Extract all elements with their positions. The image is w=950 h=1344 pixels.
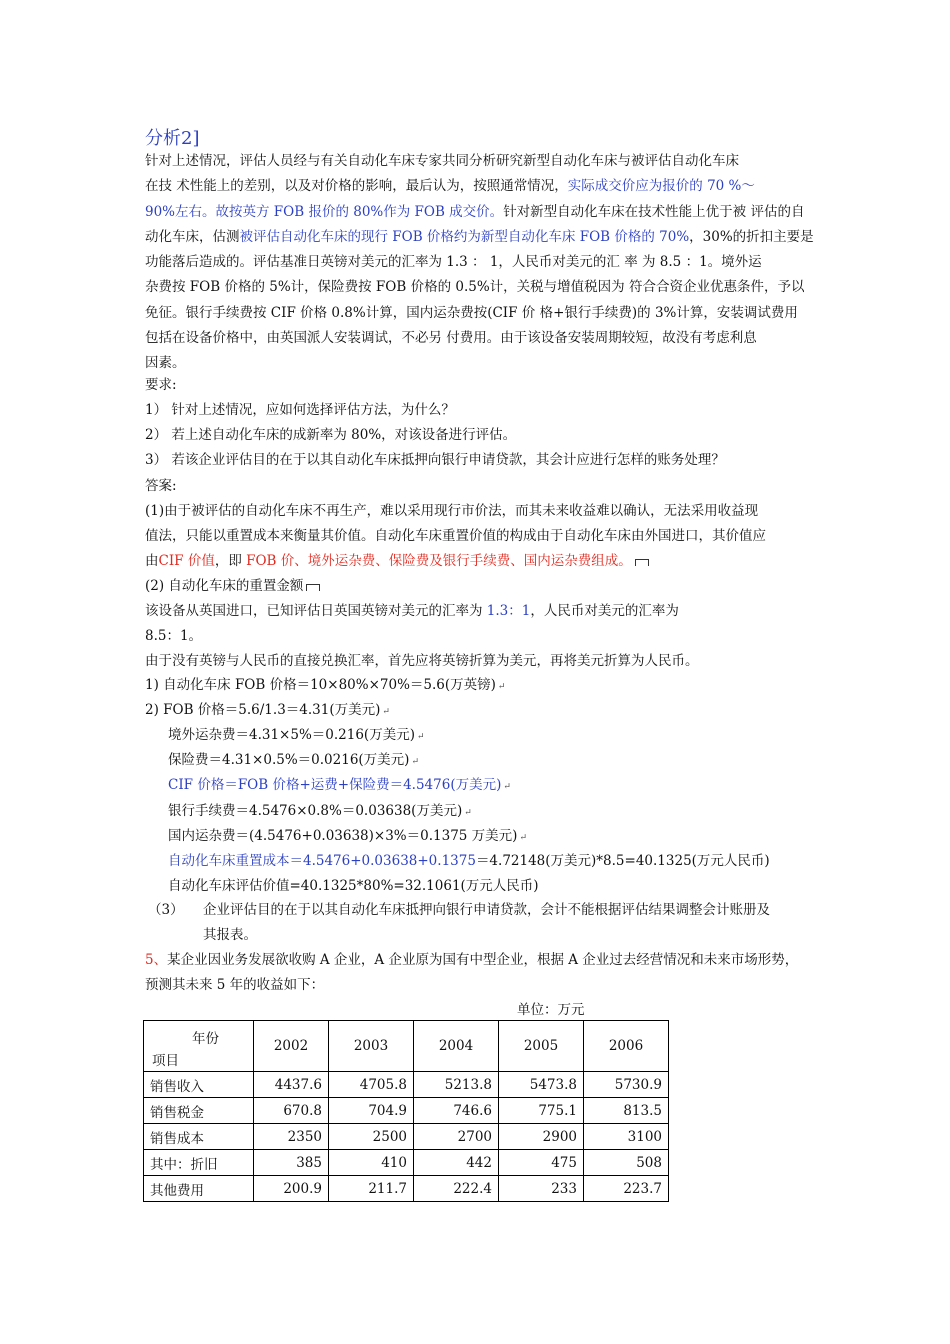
text-run: 境外运杂费＝4.31×5%＝0.216(万美元) [168, 727, 415, 744]
value-cell: 222.4 [414, 1176, 499, 1202]
value-cell: 442 [414, 1150, 499, 1176]
value-cell: 5730.9 [584, 1072, 669, 1098]
text-run: 被评估自动化车床的现行 FOB 价格约为新型自动化车床 FOB 价格的 70% [239, 228, 690, 245]
calc-line [168, 750, 419, 772]
text-run: CIF 价值 [158, 553, 215, 569]
text-run: 国内运杂费＝(4.5476+0.03638)×3%＝0.1375 万美元) [168, 827, 518, 844]
row-label: 其他费用 [144, 1176, 254, 1202]
section-heading: 分析2] [145, 128, 200, 149]
value-cell: 385 [254, 1150, 329, 1176]
paragraph-line [145, 252, 762, 272]
value-cell: 233 [499, 1176, 584, 1202]
value-cell: 4437.6 [254, 1072, 329, 1098]
text-run: ，30%的折扣主要是 [689, 228, 814, 245]
text-run: 5、 [145, 952, 168, 968]
value-cell: 2350 [254, 1124, 329, 1150]
requirement-item: 2） 若上述自动化车床的成新率为 80%，对该设备进行评估。 [145, 427, 517, 443]
text-run: 2) FOB 价格＝5.6/1.3＝4.31(万美元) [145, 702, 381, 719]
text-run: FOB 价、境外运杂费、保险费及银行手续费、国内运杂费组成。 [246, 553, 632, 569]
requirement-item: 3） 若该企业评估目的在于以其自动化车床抵押向银行申请贷款，其会计应进行怎样的账务处理？ [145, 452, 725, 468]
paragraph-line [145, 277, 804, 297]
return-mark-icon: ↵ [464, 807, 472, 818]
paragraph-line [145, 651, 699, 671]
text-run: 针对新型自动化车床在技术性能上优于被 评估的自 [503, 203, 805, 220]
unit-label: 单位：万元 [517, 1002, 585, 1018]
text-run: 该设备从英国进口，已知评估日英国英镑对美元的汇率为 [145, 603, 487, 619]
value-cell: 200.9 [254, 1176, 329, 1202]
year-header: 2004 [414, 1021, 499, 1072]
year-header: 2005 [499, 1021, 584, 1072]
table-header-row [144, 1021, 669, 1072]
paragraph-line [145, 950, 798, 970]
text-run: ，即 [214, 553, 247, 569]
calc-line [168, 851, 770, 871]
table-corner-cell [144, 1021, 254, 1072]
calc-line [145, 700, 390, 722]
value-cell: 5473.8 [499, 1072, 584, 1098]
year-header: 2006 [584, 1021, 669, 1072]
value-cell: 670.8 [254, 1098, 329, 1124]
row-label: 其中：折旧 [144, 1150, 254, 1176]
earnings-table [143, 1020, 669, 1202]
return-mark-icon: ↵ [503, 782, 511, 793]
text-run: 值法，只能以重置成本来衡量其价值。自动化车床重置价值的构成由于自动化车床由外国进口，其价值应 [145, 528, 766, 544]
requirement-item: 1） 针对上述情况，应如何选择评估方法，为什么？ [145, 402, 455, 418]
value-cell: 4705.8 [329, 1072, 414, 1098]
paragraph-line [145, 601, 679, 621]
table-body [144, 1072, 669, 1202]
paragraph-line [145, 176, 755, 196]
paragraph-line [145, 501, 758, 521]
text-run: 1) 自动化车床 FOB 价格＝10×80%×70%＝5.6(万英镑) [145, 677, 496, 693]
text-run: 8.5：1。 [145, 628, 203, 644]
return-mark-icon: ↵ [497, 682, 506, 692]
year-header: 2002 [254, 1021, 329, 1072]
text-run: 自动化车床评估价值=40.1325*80%=32.1061(万元人民币) [168, 877, 539, 894]
text-run: CIF 价格＝FOB 价格+运费+保险费＝4.5476(万美元) [168, 777, 502, 794]
paragraph-line [145, 303, 798, 323]
text-run: ，人民币对美元的汇率为 [530, 603, 679, 619]
answer-3-line: 其报表。 [203, 927, 257, 943]
answer-3-number: （3） [148, 902, 184, 918]
answer-label: 答案: [145, 478, 177, 494]
text-run: 功能落后造成的。评估基准日英镑对美元的汇率为 1.3 ： 1，人民币对美元的汇 率 为 8.5 ：1。境外运 [145, 254, 762, 270]
value-cell: 3100 [584, 1124, 669, 1150]
table-row [144, 1150, 669, 1176]
table-row [144, 1176, 669, 1202]
paragraph-mark-icon [635, 559, 649, 566]
paragraph-line [145, 975, 324, 995]
table-row [144, 1098, 669, 1124]
value-cell: 508 [584, 1150, 669, 1176]
value-cell: 410 [329, 1150, 414, 1176]
table-row [144, 1124, 669, 1150]
paragraph-line [145, 202, 804, 222]
calc-line [168, 876, 539, 896]
text-run: 某企业因业务发展欲收购 A 企业，A 企业原为国有中型企业，根据 A 企业过去经营情况和未来市场形势， [167, 952, 799, 968]
paragraph-line [145, 551, 649, 571]
text-run: 自动化车床重置成本＝4.5476+0.03638+0.1375 [168, 852, 476, 869]
return-mark-icon: ↵ [519, 832, 527, 843]
paragraph-line [145, 526, 766, 546]
value-cell: 746.6 [414, 1098, 499, 1124]
table-row [144, 1072, 669, 1098]
value-cell: 2500 [329, 1124, 414, 1150]
text-run: 实际成交价应为报价的 70 %～ [567, 178, 755, 195]
value-cell: 223.7 [584, 1176, 669, 1202]
value-cell: 775.1 [499, 1098, 584, 1124]
text-run: 银行手续费＝4.5476×0.8%＝0.03638(万美元) [168, 802, 463, 819]
value-cell: 2900 [499, 1124, 584, 1150]
return-mark-icon: ↵ [411, 757, 419, 768]
text-run: 动化车床，估测 [145, 228, 240, 245]
value-cell: 2700 [414, 1124, 499, 1150]
text-run: 在技 术性能上的差别，以及对价格的影响，最后认为，按照通常情况， [145, 178, 568, 195]
paragraph-line [145, 626, 202, 646]
calc-line [168, 826, 527, 848]
text-run: 由 [145, 553, 159, 569]
calc-line [168, 775, 511, 797]
text-run: ＝4.72148(万美元)*8.5=40.1325(万元人民币) [475, 852, 770, 869]
row-label: 销售成本 [144, 1124, 254, 1150]
corner-year-label: 年份 [192, 1031, 219, 1047]
text-run: 保险费＝4.31×0.5%＝0.0216(万美元) [168, 752, 410, 769]
answer-2-title: (2) 自动化车床的重置金额 [145, 576, 320, 596]
text-run: 针对上述情况，评估人员经与有关自动化车床专家共同分析研究新型自动化车床与被评估自动化车床 [145, 153, 739, 169]
calc-line [168, 801, 472, 823]
value-cell: 813.5 [584, 1098, 669, 1124]
paragraph-line [145, 353, 186, 373]
value-cell: 5213.8 [414, 1072, 499, 1098]
text-run: 1.3：1 [486, 603, 531, 619]
text-run: 免征。银行手续费按 CIF 价格 0.8%计算，国内运杂费按(CIF 价 格+银行手续费)的 3%计算，安装调试费用 [145, 304, 798, 321]
paragraph-line [145, 328, 757, 348]
row-label: 销售税金 [144, 1098, 254, 1124]
calc-line [168, 725, 425, 747]
text-run: 预测其未来 5 年的收益如下： [145, 977, 325, 993]
value-cell: 211.7 [329, 1176, 414, 1202]
paragraph-line [145, 151, 739, 171]
text-run: 包括在设备价格中，由英国派人安装调试，不必另 付费用。由于该设备安装周期较短，故没有考虑利息 [145, 329, 757, 346]
value-cell: 704.9 [329, 1098, 414, 1124]
year-header: 2003 [329, 1021, 414, 1072]
text-run: 因素。 [145, 355, 186, 371]
return-mark-icon: ↵ [382, 707, 390, 718]
calc-line [145, 675, 505, 697]
text-run: (1)由于被评估的自动化车床不再生产，难以采用现行市价法，而其未来收益难以确认，无法采用收益现 [145, 503, 759, 519]
return-mark-icon: ↵ [416, 732, 425, 743]
corner-item-label: 项目 [152, 1053, 179, 1069]
text-run: 由于没有英镑与人民币的直接兑换汇率，首先应将英镑折算为美元，再将美元折算为人民币。 [145, 653, 699, 669]
value-cell: 475 [499, 1150, 584, 1176]
answer-3-line: 企业评估目的在于以其自动化车床抵押向银行申请贷款，会计不能根据评估结果调整会计账册及 [203, 902, 770, 918]
text-run: 杂费按 FOB 价格的 5%计，保险费按 FOB 价格的 0.5%计，关税与增值税因为 符合合资企业优惠条件，予以 [145, 279, 805, 296]
requirements-label: 要求: [145, 377, 177, 393]
paragraph-line [145, 227, 814, 247]
text-run: 90%左右。故按英方 FOB 报价的 80%作为 FOB 成交价。 [145, 203, 504, 220]
row-label: 销售收入 [144, 1072, 254, 1098]
paragraph-mark-icon [306, 584, 320, 591]
